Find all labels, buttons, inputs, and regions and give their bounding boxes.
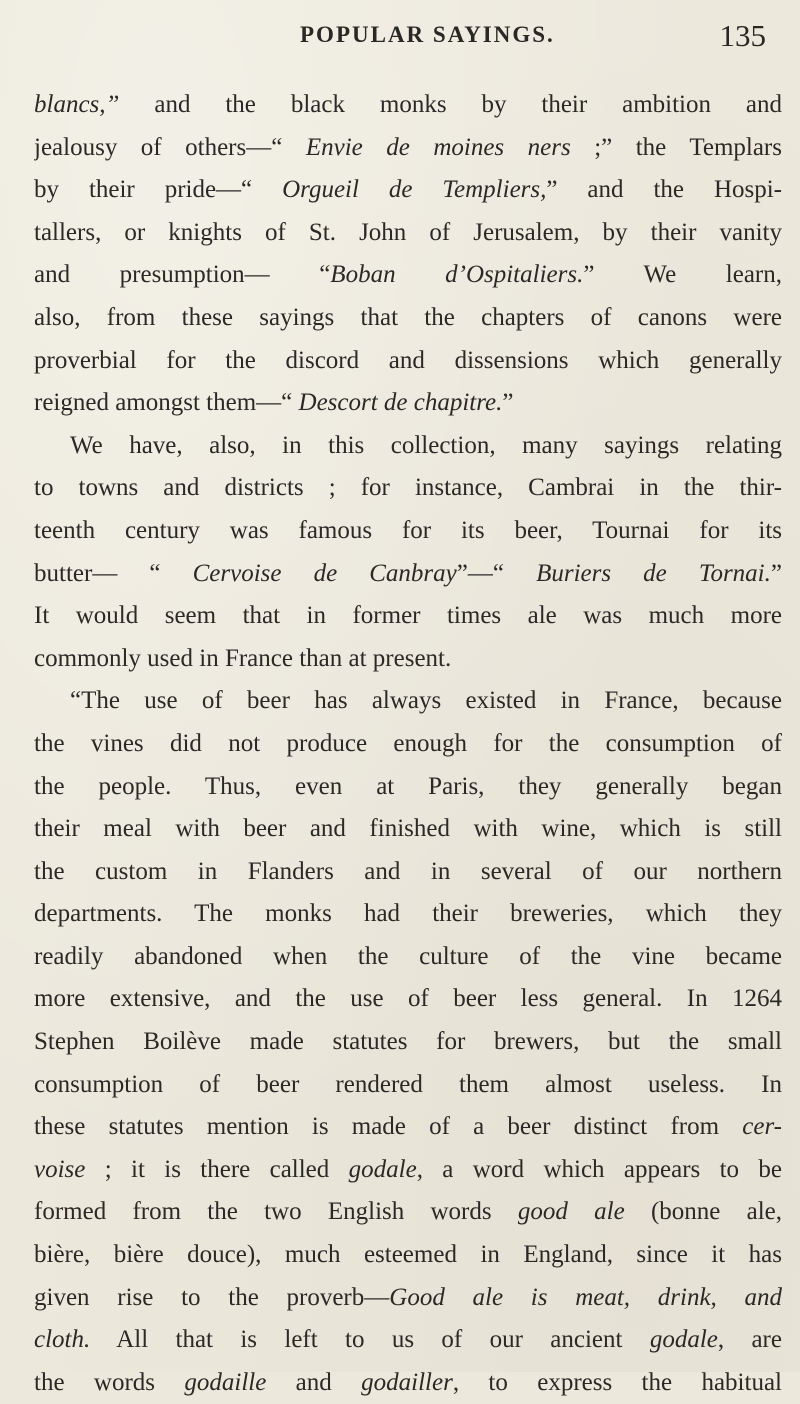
- italic-phrase: Good ale is meat, drink, and: [389, 1283, 782, 1311]
- text-line: [34, 1106, 782, 1149]
- body-text: [34, 84, 782, 1404]
- italic-phrase: cer-: [742, 1113, 782, 1141]
- text-line: [34, 851, 782, 894]
- text-fragment: to towns and districts ; for instance, Cambrai in the thir-: [34, 474, 782, 502]
- text-fragment: bière, bière douce), much esteemed in England, since it has: [34, 1241, 782, 1269]
- text-fragment: , a word which appears to be: [416, 1155, 782, 1183]
- text-fragment: the custom in Flanders and in several of our northern: [34, 857, 782, 885]
- text-fragment: ” and the Hospi-: [546, 176, 782, 204]
- page-number: 135: [719, 18, 766, 53]
- text-fragment: ”—“: [456, 559, 537, 587]
- text-fragment: the words: [34, 1368, 185, 1396]
- text-fragment: and: [266, 1368, 362, 1396]
- text-line: [34, 1234, 782, 1277]
- text-fragment: butter— “: [34, 559, 193, 587]
- italic-phrase: godale: [649, 1326, 718, 1354]
- text-fragment: the vines did not produce enough for the consumption of: [34, 729, 782, 757]
- text-fragment: ”: [770, 559, 782, 587]
- text-fragment: given rise to the proverb—: [34, 1283, 390, 1311]
- text-fragment: Stephen Boilève made statutes for brewers, but the small: [34, 1028, 782, 1056]
- text-line: [34, 680, 782, 723]
- text-fragment: readily abandoned when the culture of the vine became: [34, 942, 782, 970]
- text-fragment: ” We learn,: [583, 261, 782, 289]
- text-fragment: the people. Thus, even at Paris, they generally began: [34, 772, 782, 800]
- italic-phrase: good ale: [517, 1198, 625, 1226]
- text-line: [34, 553, 782, 596]
- running-title: POPULAR SAYINGS.: [300, 22, 555, 47]
- text-fragment: “The use of beer has always existed in France, because: [70, 687, 782, 715]
- text-fragment: by their pride—“: [34, 176, 283, 204]
- text-fragment: their meal with beer and finished with wine, which is still: [34, 815, 782, 843]
- text-line: [34, 127, 782, 170]
- text-fragment: ; it is there called: [85, 1155, 349, 1183]
- text-line: [34, 1362, 782, 1404]
- italic-phrase: Boban d’Ospitaliers.: [330, 261, 584, 289]
- text-line: [34, 1319, 782, 1362]
- text-line: [34, 978, 782, 1021]
- text-fragment: It would seem that in former times ale was much more: [34, 602, 782, 630]
- text-fragment: reigned amongst them—“: [34, 389, 299, 417]
- text-fragment: , are: [717, 1326, 782, 1354]
- italic-phrase: Buriers de Tornai.: [536, 559, 771, 587]
- italic-phrase: Envie de moines ners: [305, 133, 571, 161]
- text-fragment: ;” the Templars: [570, 133, 782, 161]
- text-fragment: teenth century was famous for its beer, Tournai for its: [34, 516, 782, 544]
- text-line: [34, 467, 782, 510]
- text-fragment: , to express the habitual: [452, 1368, 782, 1396]
- text-line: [34, 1021, 782, 1064]
- italic-phrase: godailler: [361, 1368, 453, 1396]
- text-fragment: (bonne ale,: [624, 1198, 782, 1226]
- italic-phrase: Orgueil de Templiers,: [282, 176, 547, 204]
- text-fragment: commonly used in France than at present.: [34, 644, 452, 672]
- text-fragment: jealousy of others—“: [34, 133, 306, 161]
- text-fragment: proverbial for the discord and dissensions which generally: [34, 346, 782, 374]
- text-fragment: formed from the two English words: [34, 1198, 518, 1226]
- text-line: [34, 936, 782, 979]
- text-fragment: tallers, or knights of St. John of Jerusalem, by their vanity: [34, 218, 782, 246]
- text-fragment: All that is left to us of our ancient: [90, 1326, 650, 1354]
- text-line: [34, 84, 782, 127]
- text-line: [34, 297, 782, 340]
- text-fragment: these statutes mention is made of a beer distinct from: [34, 1113, 743, 1141]
- text-line: [34, 254, 782, 297]
- italic-phrase: godaille: [184, 1368, 267, 1396]
- text-line: [34, 212, 782, 255]
- text-line: [34, 1191, 782, 1234]
- italic-phrase: cloth.: [34, 1326, 91, 1354]
- text-line: [34, 893, 782, 936]
- italic-phrase: voise: [34, 1155, 86, 1183]
- text-line: [34, 340, 782, 383]
- text-fragment: and the black monks by their ambition and: [119, 91, 782, 118]
- running-head: [300, 18, 766, 62]
- text-fragment: ”: [502, 389, 514, 417]
- text-line: [34, 1277, 782, 1320]
- text-line: [34, 169, 782, 212]
- italic-phrase: Cervoise de Canbray: [192, 559, 457, 587]
- text-line: [34, 766, 782, 809]
- text-line: [34, 595, 782, 638]
- text-line: [34, 638, 782, 681]
- text-line: [34, 1149, 782, 1192]
- text-fragment: also, from these sayings that the chapters of canons were: [34, 303, 782, 331]
- italic-phrase: blancs,”: [34, 91, 120, 118]
- italic-phrase: Descort de chapitre.: [298, 389, 503, 417]
- text-fragment: departments. The monks had their breweries, which they: [34, 900, 782, 928]
- text-line: [34, 425, 782, 468]
- text-fragment: and presumption— “: [34, 261, 331, 289]
- text-line: [34, 510, 782, 553]
- text-line: [34, 723, 782, 766]
- text-fragment: consumption of beer rendered them almost useless. In: [34, 1070, 782, 1098]
- text-line: [34, 382, 782, 425]
- text-line: [34, 808, 782, 851]
- text-fragment: We have, also, in this collection, many sayings relating: [70, 431, 782, 459]
- text-fragment: more extensive, and the use of beer less general. In 1264: [34, 985, 782, 1013]
- text-line: [34, 1064, 782, 1107]
- italic-phrase: godale: [348, 1155, 417, 1183]
